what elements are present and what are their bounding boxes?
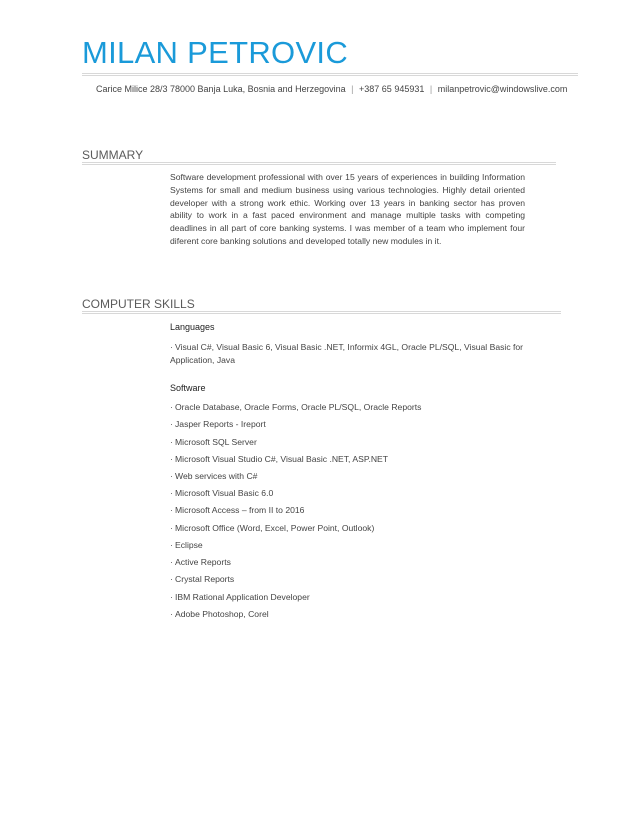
contact-separator: |	[429, 84, 433, 94]
list-item: · Microsoft Visual Studio C#, Visual Basic .NET, ASP.NET	[170, 454, 389, 464]
bullet-dot: ·	[170, 505, 173, 515]
bullet-dot: ·	[170, 454, 173, 464]
bullet-dot: ·	[170, 609, 173, 619]
list-item: · Microsoft Access – from II to 2016	[170, 505, 305, 515]
bullet-dot: ·	[170, 402, 173, 412]
bullet-dot: ·	[170, 592, 173, 602]
summary-heading: SUMMARY	[82, 148, 144, 162]
software-heading: Software	[170, 383, 206, 393]
list-item: · Adobe Photoshop, Corel	[170, 609, 269, 619]
list-item: · Oracle Database, Oracle Forms, Oracle PL/SQL, Oracle Reports	[170, 402, 422, 412]
bullet-dot: ·	[170, 437, 173, 447]
list-item: · Microsoft Office (Word, Excel, Power Point, Outlook)	[170, 523, 375, 533]
contact-separator: |	[351, 84, 354, 94]
bullet-dot: ·	[170, 419, 173, 429]
list-item: · Microsoft Visual Basic 6.0	[170, 488, 274, 498]
summary-divider	[82, 162, 556, 165]
list-item: · Web services with C#	[170, 471, 258, 481]
bullet-dot: ·	[170, 342, 173, 352]
contact-email: milanpetrovic@windowslive.com	[437, 84, 568, 94]
bullet-dot: ·	[170, 574, 173, 584]
header-divider	[82, 73, 578, 76]
bullet-dot: ·	[170, 488, 173, 498]
computer-skills-divider	[82, 311, 561, 314]
bullet-dot: ·	[170, 523, 173, 533]
list-item: · Jasper Reports - Ireport	[170, 419, 266, 429]
list-item: · Crystal Reports	[170, 574, 235, 584]
list-item: · Microsoft SQL Server	[170, 437, 257, 447]
languages-heading: Languages	[170, 322, 215, 332]
computer-skills-heading: COMPUTER SKILLS	[82, 297, 195, 311]
contact-address: Carice Milice 28/3 78000 Banja Luka, Bosnia and Herzegovina	[96, 84, 346, 94]
list-item: · Eclipse	[170, 540, 203, 550]
bullet-dot: ·	[170, 540, 173, 550]
list-item: · IBM Rational Application Developer	[170, 592, 310, 602]
bullet-dot: ·	[170, 471, 173, 481]
bullet-dot: ·	[170, 557, 173, 567]
contact-phone: +387 65 945931	[359, 84, 425, 94]
summary-text: Software development professional with over 15 years of experiences in building Information Systems for small and medium business using various technologies. Highly detail oriented developer with a strong work ethic. Working over 13 years in banking sector has proven ability to work in a fast paced environment and manage multiple tasks with competing deadlines in all part of core banking systems. I was member of a team who implement four diferent core banking solutions and developed totally new modules in it.	[170, 172, 525, 246]
resume-name: MILAN PETROVIC	[82, 35, 349, 70]
list-item: · Active Reports	[170, 557, 231, 567]
list-item: · Visual C#, Visual Basic 6, Visual Basic .NET, Informix 4GL, Oracle PL/SQL, Visual Basic for Application, Java	[170, 342, 524, 365]
contact-line	[96, 83, 567, 96]
